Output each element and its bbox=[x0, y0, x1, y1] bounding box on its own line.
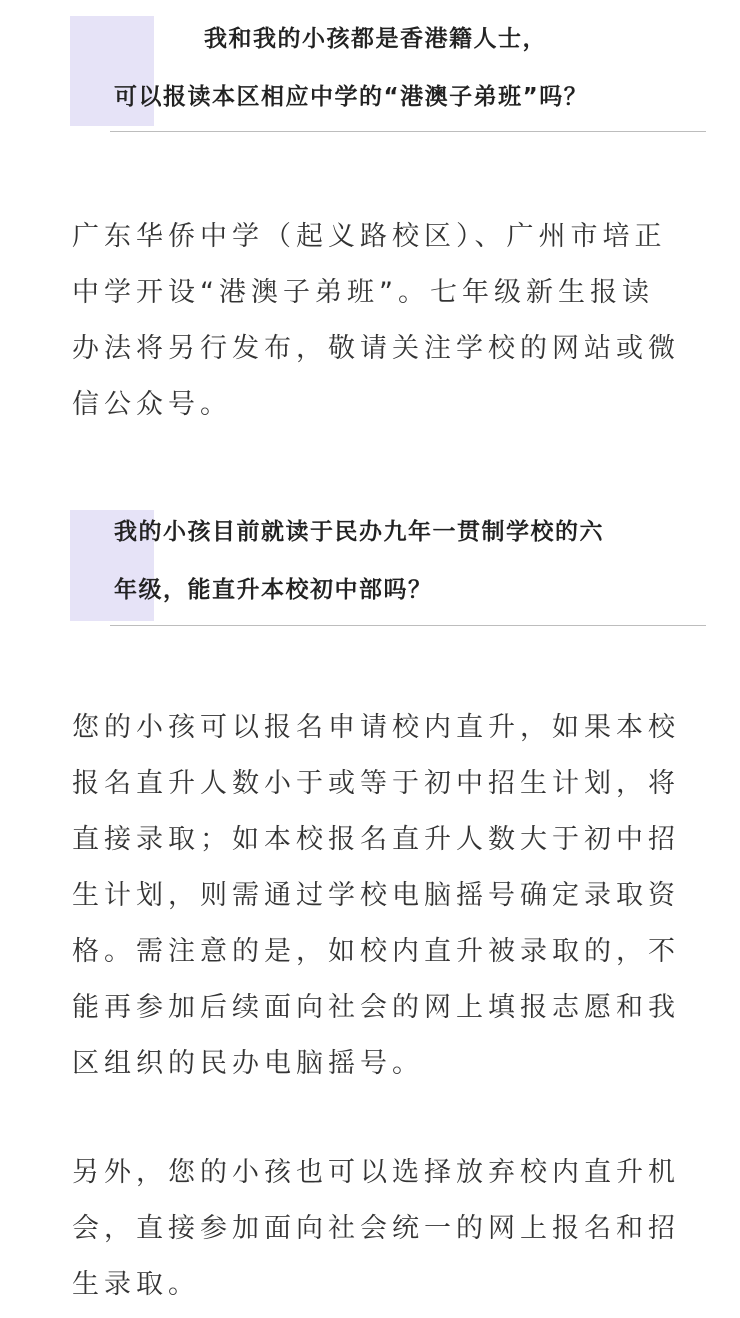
answer-line: 中学开设“港澳子弟班”。七年级新生报读 bbox=[72, 277, 654, 308]
answer-line: 能再参加后续面向社会的网上填报志愿和我 bbox=[72, 992, 680, 1023]
question-line: 可以报读本区相应中学的“港澳子弟班”吗？ bbox=[114, 84, 589, 110]
answer-line: 格。需注意的是，如校内直升被录取的，不 bbox=[72, 936, 680, 967]
answer-line: 会，直接参加面向社会统一的网上报名和招 bbox=[72, 1213, 680, 1244]
answer-line: 另外，您的小孩也可以选择放弃校内直升机 bbox=[72, 1157, 680, 1188]
answer-paragraph bbox=[72, 1145, 680, 1313]
answer-line: 区组织的民办电脑摇号。 bbox=[72, 1048, 424, 1079]
question-divider bbox=[110, 625, 706, 626]
answer-line: 办法将另行发布，敬请关注学校的网站或微 bbox=[72, 333, 680, 364]
answer-line: 生计划，则需通过学校电脑摇号确定录取资 bbox=[72, 880, 680, 911]
answer-line: 广东华侨中学（起义路校区）、广州市培正 bbox=[72, 221, 667, 252]
answer-paragraph bbox=[72, 209, 680, 433]
question-line: 我的小孩目前就读于民办九年一贯制学校的六 bbox=[114, 519, 604, 545]
question-line: 年级，能直升本校初中部吗？ bbox=[114, 577, 433, 603]
answer-line: 报名直升人数小于或等于初中招生计划，将 bbox=[72, 768, 680, 799]
answer-paragraph bbox=[72, 700, 680, 1092]
question-title bbox=[0, 503, 740, 619]
answer-line: 您的小孩可以报名申请校内直升，如果本校 bbox=[72, 712, 680, 743]
question-title bbox=[0, 10, 740, 126]
question-divider bbox=[110, 131, 706, 132]
answer-line: 信公众号。 bbox=[72, 389, 232, 420]
question-line: 我和我的小孩都是香港籍人士， bbox=[204, 26, 547, 52]
answer-line: 直接录取；如本校报名直升人数大于初中招 bbox=[72, 824, 680, 855]
answer-line: 生录取。 bbox=[72, 1269, 200, 1300]
